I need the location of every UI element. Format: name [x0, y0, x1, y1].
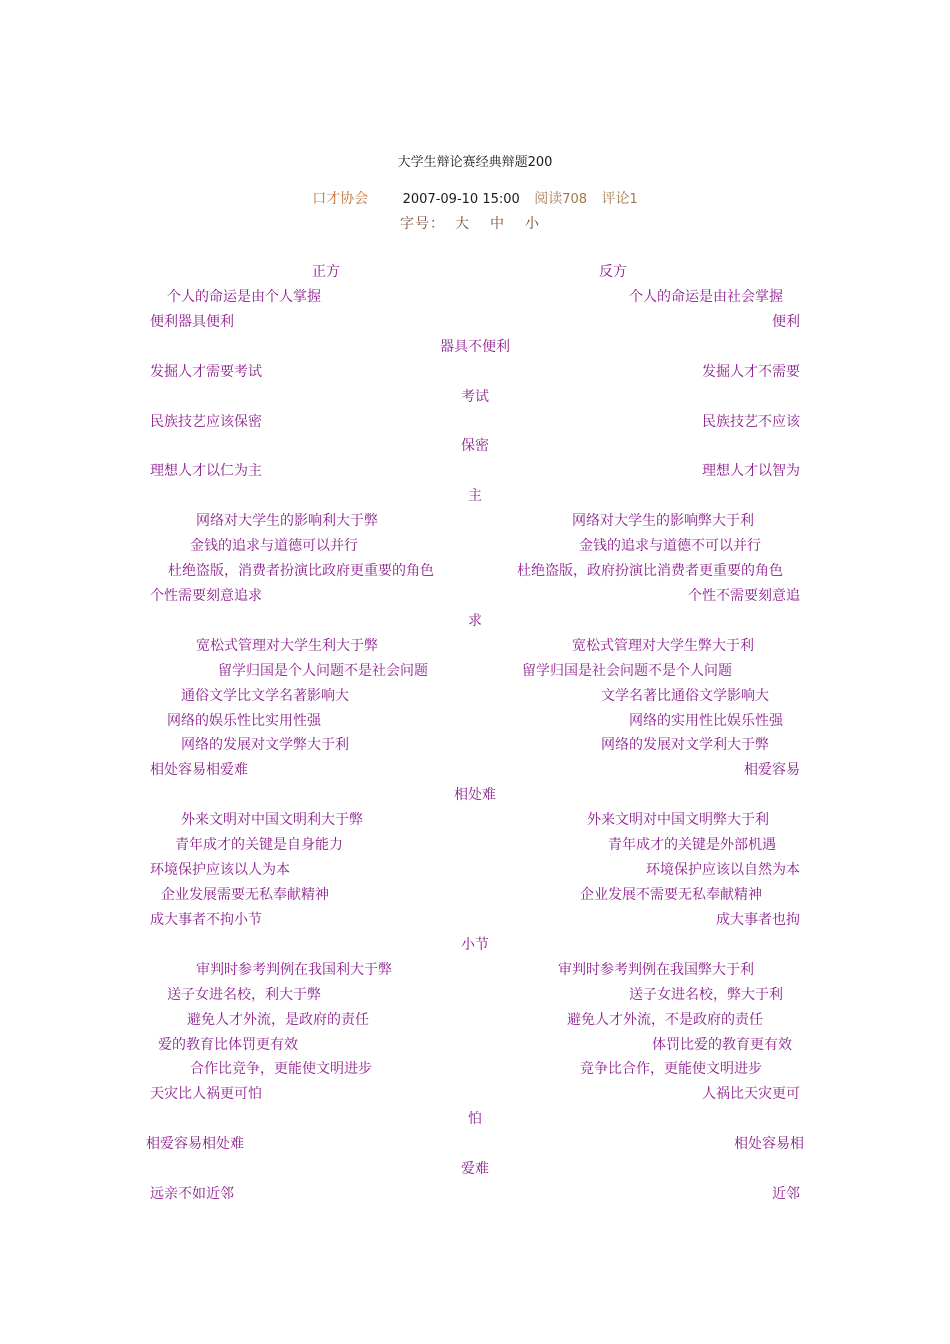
topic-row — [0, 337, 950, 362]
topic-row — [0, 810, 950, 835]
topic-row — [0, 661, 950, 686]
topic-row — [0, 885, 950, 910]
topic-continuation: 爱难 — [461, 1161, 489, 1177]
topic-row — [0, 1084, 950, 1109]
topic-continuation: 相处难 — [454, 787, 496, 803]
pro-side-topic: 留学归国是个人问题不是社会问题 — [218, 663, 428, 679]
pro-side-topic: 网络的娱乐性比实用性强 — [167, 713, 321, 729]
pro-side-topic: 企业发展需要无私奉献精神 — [161, 887, 329, 903]
topic-continuation: 考试 — [461, 389, 489, 405]
topic-row — [0, 686, 950, 711]
topic-continuation: 主 — [468, 488, 482, 504]
topic-row — [0, 711, 950, 736]
pro-side-topic: 正方 — [312, 264, 340, 280]
topic-row — [0, 611, 950, 636]
pro-side-topic: 杜绝盗版，消费者扮演比政府更重要的角色 — [168, 563, 434, 579]
topic-row — [0, 1059, 950, 1084]
con-side-topic: 审判时参考判例在我国弊大于利 — [558, 962, 754, 978]
topic-row — [0, 960, 950, 985]
pro-side-topic: 金钱的追求与道德可以并行 — [190, 538, 358, 554]
con-side-topic: 宽松式管理对大学生弊大于利 — [572, 638, 754, 654]
pro-side-topic: 民族技艺应该保密 — [150, 414, 262, 430]
con-side-topic: 留学归国是社会问题不是个人问题 — [522, 663, 732, 679]
con-side-topic: 文学名著比通俗文学影响大 — [601, 688, 769, 704]
con-side-topic: 个性不需要刻意追 — [688, 588, 800, 604]
topic-continuation: 器具不便利 — [440, 339, 510, 355]
topic-row — [0, 985, 950, 1010]
pro-side-topic: 青年成才的关键是自身能力 — [175, 837, 343, 853]
topic-row — [0, 636, 950, 661]
font-size-small-button[interactable]: 小 — [525, 216, 540, 232]
pro-side-topic: 宽松式管理对大学生利大于弊 — [196, 638, 378, 654]
topic-row — [0, 1159, 950, 1184]
con-side-topic: 金钱的追求与道德不可以并行 — [579, 538, 761, 554]
pro-side-topic: 审判时参考判例在我国利大于弊 — [196, 962, 392, 978]
con-side-topic: 送子女进名校，弊大于利 — [629, 987, 783, 1003]
con-side-topic: 反方 — [599, 264, 627, 280]
con-side-topic: 网络的发展对文学利大于弊 — [601, 737, 769, 753]
pro-side-topic: 相处容易相爱难 — [150, 762, 248, 778]
con-side-topic: 相处容易相 — [734, 1136, 804, 1152]
topic-continuation: 怕 — [468, 1111, 482, 1127]
topic-row — [0, 387, 950, 412]
con-side-topic: 避免人才外流，不是政府的责任 — [567, 1012, 763, 1028]
topic-row — [0, 1184, 950, 1209]
pro-side-topic: 外来文明对中国文明利大于弊 — [181, 812, 363, 828]
con-side-topic: 竞争比合作，更能使文明进步 — [580, 1061, 762, 1077]
topic-row — [0, 835, 950, 860]
pro-side-topic: 合作比竞争，更能使文明进步 — [190, 1061, 372, 1077]
topic-row — [0, 561, 950, 586]
font-size-label: 字号： — [400, 216, 445, 232]
con-side-topic: 成大事者也拘 — [716, 912, 800, 928]
pro-side-topic: 理想人才以仁为主 — [150, 463, 262, 479]
pro-side-topic: 相爱容易相处难 — [146, 1136, 244, 1152]
pro-side-topic: 成大事者不拘小节 — [150, 912, 262, 928]
con-side-topic: 理想人才以智为 — [702, 463, 800, 479]
font-size-large-button[interactable]: 大 — [455, 216, 470, 232]
topic-row — [0, 511, 950, 536]
con-side-topic: 青年成才的关键是外部机遇 — [608, 837, 776, 853]
font-size-medium-button[interactable]: 中 — [490, 216, 505, 232]
topic-row — [0, 262, 950, 287]
con-side-topic: 企业发展不需要无私奉献精神 — [580, 887, 762, 903]
pro-side-topic: 网络对大学生的影响利大于弊 — [196, 513, 378, 529]
topic-row — [0, 735, 950, 760]
con-side-topic: 环境保护应该以自然为本 — [646, 862, 800, 878]
pro-side-topic: 个人的命运是由个人掌握 — [167, 289, 321, 305]
topic-continuation: 求 — [468, 613, 482, 629]
con-side-topic: 网络对大学生的影响弊大于利 — [572, 513, 754, 529]
pro-side-topic: 网络的发展对文学弊大于利 — [181, 737, 349, 753]
topic-row — [0, 536, 950, 561]
topic-row — [0, 362, 950, 387]
topic-row — [0, 935, 950, 960]
topic-row — [0, 586, 950, 611]
article-title: 大学生辩论赛经典辩题200 — [397, 155, 553, 170]
con-side-topic: 近邻 — [772, 1186, 800, 1202]
con-side-topic: 民族技艺不应该 — [702, 414, 800, 430]
topic-row — [0, 910, 950, 935]
topic-row — [0, 1134, 950, 1159]
con-side-topic: 体罚比爱的教育更有效 — [652, 1037, 792, 1053]
pro-side-topic: 环境保护应该以人为本 — [150, 862, 290, 878]
topic-continuation: 小节 — [461, 937, 489, 953]
topic-row — [0, 785, 950, 810]
author-link[interactable]: 口才协会 — [312, 191, 369, 207]
pro-side-topic: 通俗文学比文学名著影响大 — [181, 688, 349, 704]
comment-label: 评论 — [601, 191, 630, 207]
pro-side-topic: 送子女进名校，利大于弊 — [167, 987, 321, 1003]
topic-row — [0, 1010, 950, 1035]
con-side-topic: 人祸比天灾更可 — [702, 1086, 800, 1102]
topic-row — [0, 860, 950, 885]
pro-side-topic: 远亲不如近邻 — [150, 1186, 234, 1202]
con-side-topic: 外来文明对中国文明弊大于利 — [587, 812, 769, 828]
topic-row — [0, 760, 950, 785]
topic-row — [0, 436, 950, 461]
topic-row — [0, 486, 950, 511]
con-side-topic: 个人的命运是由社会掌握 — [629, 289, 783, 305]
pro-side-topic: 避免人才外流，是政府的责任 — [187, 1012, 369, 1028]
pro-side-topic: 便利器具便利 — [150, 314, 234, 330]
con-side-topic: 便利 — [772, 314, 800, 330]
pro-side-topic: 发掘人才需要考试 — [150, 364, 262, 380]
read-count-value: 708 — [562, 192, 588, 207]
topic-row — [0, 287, 950, 312]
topic-row — [0, 412, 950, 437]
publish-datetime: 2007-09-10 15:00 — [402, 192, 520, 207]
con-side-topic: 杜绝盗版，政府扮演比消费者更重要的角色 — [517, 563, 783, 579]
con-side-topic: 发掘人才不需要 — [702, 364, 800, 380]
topic-continuation: 保密 — [461, 438, 489, 454]
read-label: 阅读 — [534, 191, 563, 207]
con-side-topic: 相爱容易 — [744, 762, 800, 778]
pro-side-topic: 天灾比人祸更可怕 — [150, 1086, 262, 1102]
topic-row — [0, 312, 950, 337]
pro-side-topic: 爱的教育比体罚更有效 — [158, 1037, 298, 1053]
topic-row — [0, 1035, 950, 1060]
comment-count-value: 1 — [629, 192, 638, 207]
topic-row — [0, 461, 950, 486]
topic-row — [0, 1109, 950, 1134]
pro-side-topic: 个性需要刻意追求 — [150, 588, 262, 604]
con-side-topic: 网络的实用性比娱乐性强 — [629, 713, 783, 729]
